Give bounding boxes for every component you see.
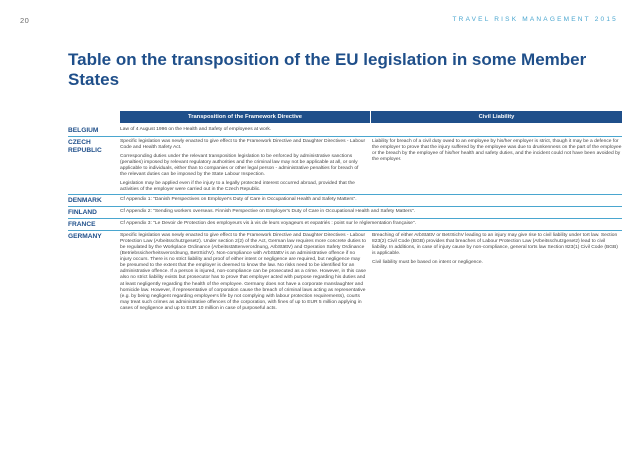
country-label: FINLAND (68, 208, 97, 216)
header-corner (68, 111, 120, 123)
cell-paragraph: Specific legislation was newly enacted to give effect to the Framework Directive and Daughter Directives - Labour Protection Law (Arbeitsschutzgesetz). Under section 2(2) of the Act, German law requires more concrete duties to be regulated by the Workplace Ordinance (Arbeitsstättenverordnung, ArbStättV) and Operation Safety Ordinance (Betriebssicherheitsverordnung, BetrSichV). Non-compliance with ArbStättV is an administrative offence if no injury occurs. There is no strict liability and proof of either intent or negligence are required, but negligence may be presumed to the extent that the employer is deemed to know the law. No risks need to be identified for an administrative offence. If a person is injured, non-compliance can be prosecuted as a crime. However, in this case also no strict liability exists but prosecutor has to prove that employer acted with purpose regarding his duties and at least negligently regarding the health of the employee. Germany does not have a corporate manslaughter and homicide law. However, if representative of corporation cause the breach of criminal laws acting as representative (e.g. by being negligent regarding employee's life by not complying with labour protection requirements), courts may treat such crimes as administrative offences of the corporation, with fines of up to EUR 5 million applying in cases of negligence and up to EUR 10 million in case of purposeful acts. (120, 232, 367, 311)
header-civil-liability: Civil Liability (371, 111, 622, 123)
table-header (68, 111, 622, 123)
spanning-cell: Cf Appendix 3: "Le Devoir de Protection des employeurs vis à vis de leurs voyageurs et expatriés : point sur le réglementation française". (120, 220, 416, 226)
cell-paragraph: Liability for breach of a civil duty owed to an employee by his/her employer is strict, though it may be a defence for the employer to prove that the injury suffered by the employee was due to drunkenness on the part of the employee or the breach by the employee of his/her health and safety duties, and the incident could not have been avoided by the employer. (372, 139, 622, 163)
table-row-france (68, 219, 622, 231)
cell-paragraph: Specific legislation was newly enacted to give effect to the Framework Directive and Daughter Directives - Labour Code and Health Safety Act. (120, 139, 366, 151)
cell-paragraph: Breaching of either ArbStättV or BetrSichV leading to an injury may give rise to civil liability under tort law. Section 823(2) Civil Code (BGB) provides that breaches of Labour Protection Law (Arbeitsschutzgesetz) lead to civil liability. In additions, in case of injury cause by non-compliance, general torts law Section 823(1) Civil Code (BGB) is applicable. (372, 232, 618, 257)
transposition-table (68, 111, 622, 313)
country-label: FRANCE (68, 220, 96, 228)
country-label: CZECH REPUBLIC (68, 139, 102, 154)
framework-cell (120, 137, 370, 194)
page-title: Table on the transposition of the EU legislation in some Member States (68, 50, 587, 89)
running-head: TRAVEL RISK MANAGEMENT 2015 (452, 16, 618, 23)
cell-paragraph: Legislation may be applied even if the injury to a legally protected interest occurred abroad, provided that the activities of the employer were carried out in the Czech Republic. (120, 180, 355, 192)
page-number: 20 (20, 16, 30, 25)
table-row-czech-republic (68, 137, 622, 195)
spanning-cell: Cf Appendix 2: "Sending workers overseas. Finnish Perspective on Employer's Duty of Care in Occupational Health and Safety Matters". (120, 208, 415, 214)
country-label: BELGIUM (68, 127, 99, 134)
table-row-finland (68, 207, 622, 219)
cell-paragraph: Civil liability must be based on intent or negligence. (372, 259, 483, 265)
cell-paragraph: Corresponding duties under the relevant transposition legislation to be enforced by administrative sanctions (penalties) imposed by relevant regulatory authorities and the criminal law may not be applicable at all, or only applicable to individuals, either than to companies or other legal person - administrative penalties for breach of the relevant duties can be imposed by the State Labour Inspection. (120, 153, 359, 177)
table-row-germany (68, 231, 622, 313)
country-label: DENMARK (68, 196, 102, 204)
header-framework-directive: Transposition of the Framework Directive (120, 111, 370, 123)
table-row-denmark (68, 195, 622, 207)
spanning-cell: Cf Appendix 1: "Danish Perspectives on Employer's Duty of Care in Occupational Health and Safety Matters". (120, 196, 357, 202)
table-row-belgium (68, 125, 622, 137)
civil-liability-cell (370, 137, 622, 194)
spanning-cell: Law of 4 August 1996 on the Health and Safety of employees at work. (120, 127, 272, 132)
country-label: GERMANY (68, 232, 102, 240)
framework-cell (120, 231, 370, 313)
civil-liability-cell (370, 231, 622, 313)
